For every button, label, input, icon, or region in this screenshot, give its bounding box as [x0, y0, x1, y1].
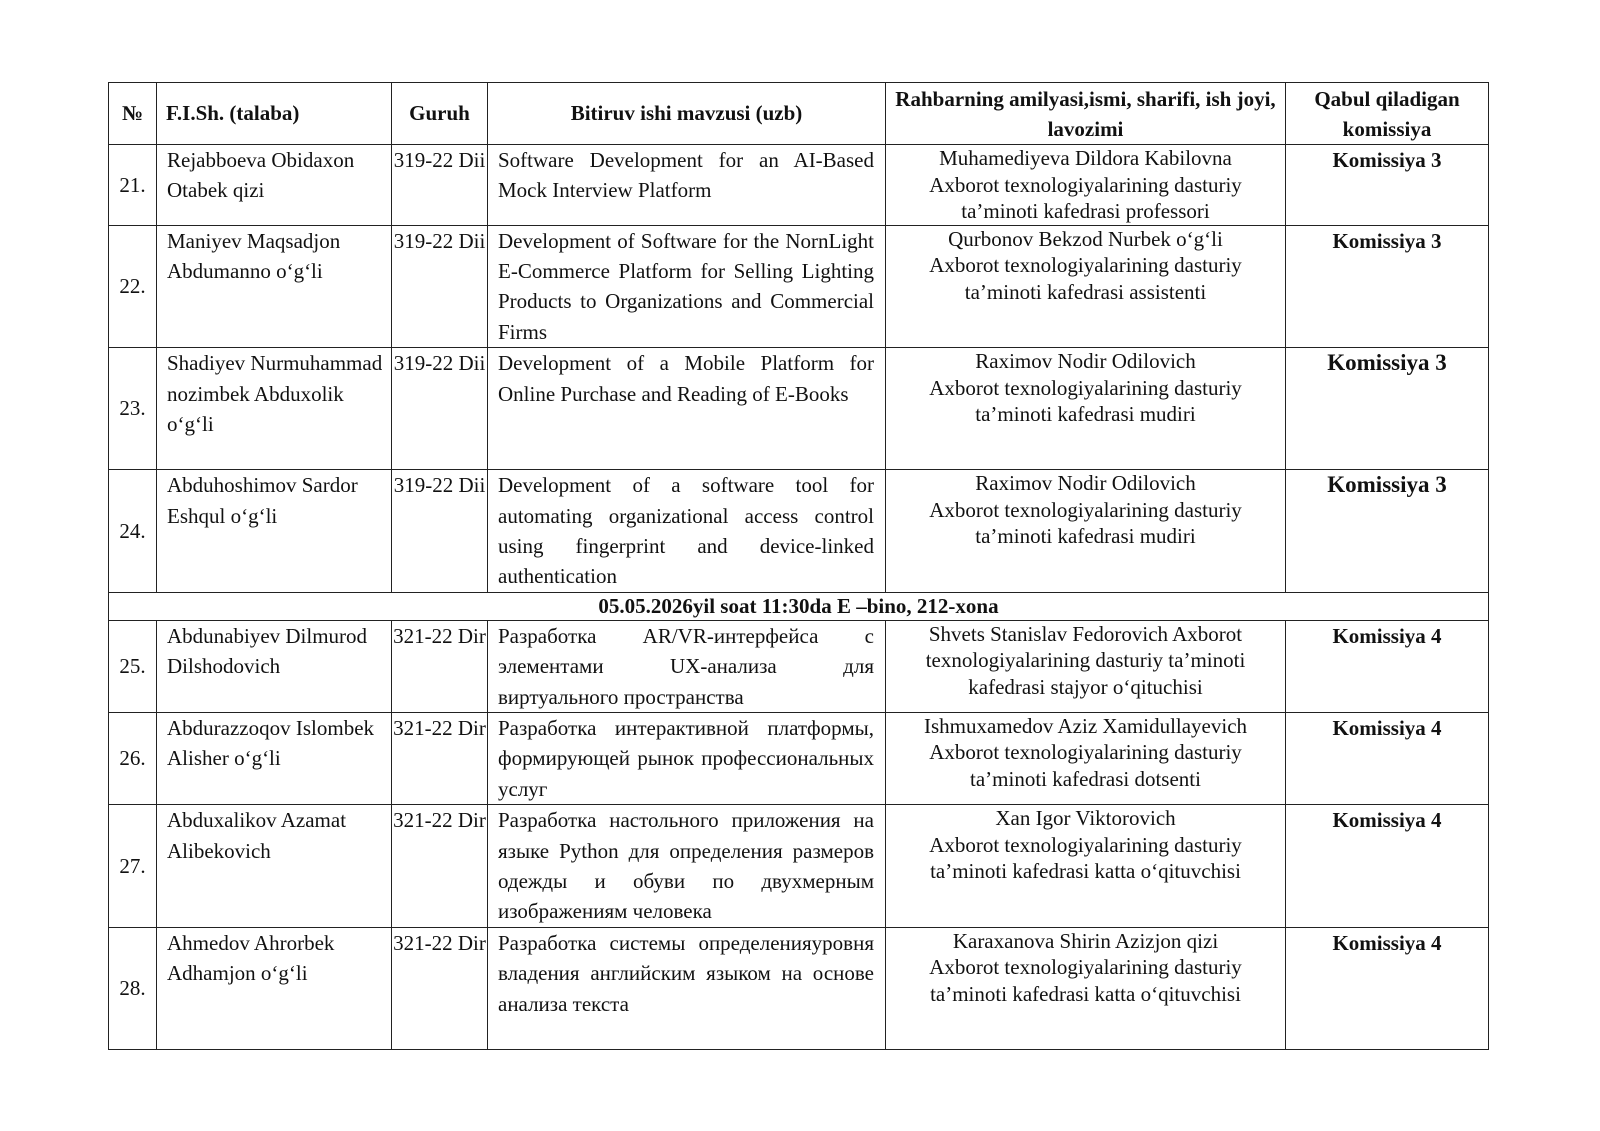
student-name: Abdurazzoqov Islombek Alisher o‘g‘li	[157, 712, 392, 804]
row-number: 25.	[109, 620, 157, 712]
commission: Komissiya 4	[1286, 927, 1489, 1049]
group-code: 319-22 Dii	[392, 348, 488, 470]
commission: Komissiya 3	[1286, 145, 1489, 226]
supervisor-cell	[886, 145, 1286, 226]
supervisor-position: Axborot texnologiyalarining dasturiy ta’minoti kafedrasi mudiri	[929, 497, 1242, 549]
thesis-topic: Software Development for an AI-Based Mock Interview Platform	[488, 145, 886, 226]
student-name: Ahmedov Ahrorbek Adhamjon o‘g‘li	[157, 927, 392, 1049]
table-row	[109, 225, 1489, 348]
supervisor-name: Raximov Nodir Odilovich	[975, 349, 1196, 374]
supervisor-name: Muhamediyeva Dildora Kabilovna	[939, 146, 1232, 170]
thesis-topic: Development of a Mobile Platform for Online Purchase and Reading of E-Books	[488, 348, 886, 470]
student-name: Rejabboeva Obidaxon Otabek qizi	[157, 145, 392, 226]
header-group: Guruh	[392, 83, 488, 145]
header-student-name: F.I.Sh. (talaba)	[157, 83, 392, 145]
commission: Komissiya 4	[1286, 712, 1489, 804]
table-row	[109, 805, 1489, 928]
student-name: Abdunabiyev Dilmurod Dilshodovich	[157, 620, 392, 712]
table-row	[109, 712, 1489, 804]
supervisor-name: Shvets Stanislav Fedorovich Axborot	[928, 621, 1243, 646]
group-code: 321-22 Dir	[392, 620, 488, 712]
supervisor-cell	[886, 225, 1286, 348]
student-name: Abduhoshimov Sardor Eshqul o‘g‘li	[157, 470, 392, 593]
row-number: 26.	[109, 712, 157, 804]
table-row	[109, 348, 1489, 470]
thesis-topic: Разработка AR/VR-интерфейса с элементами UX-анализа для виртуального пространства	[488, 620, 886, 712]
group-code: 321-22 Dir	[392, 712, 488, 804]
supervisor-cell	[886, 927, 1286, 1049]
row-number: 21.	[109, 145, 157, 226]
session-label: 05.05.2026yil soat 11:30da E –bino, 212-xona	[109, 592, 1489, 620]
group-code: 319-22 Dii	[392, 225, 488, 348]
commission: Komissiya 4	[1286, 805, 1489, 928]
supervisor-position: Axborot texnologiyalarining dasturiy ta’minoti kafedrasi katta o‘qituvchisi	[929, 832, 1242, 884]
supervisor-position: Axborot texnologiyalarining dasturiy ta’minoti kafedrasi katta o‘qituvchisi	[929, 955, 1242, 1006]
thesis-topic: Development of Software for the NornLight E-Commerce Platform for Selling Lighting Products to Organizations and Commercial Firms	[488, 225, 886, 348]
table-row	[109, 927, 1489, 1049]
supervisor-cell	[886, 805, 1286, 928]
thesis-schedule-table	[108, 82, 1489, 1050]
supervisor-position: texnologiyalarining dasturiy ta’minoti kafedrasi stajyor o‘qituchisi	[925, 648, 1246, 699]
supervisor-name: Ishmuxamedov Aziz Xamidullayevich	[923, 713, 1248, 738]
supervisor-position: Axborot texnologiyalarining dasturiy ta’minoti kafedrasi mudiri	[929, 375, 1242, 427]
row-number: 22.	[109, 225, 157, 348]
group-code: 321-22 Dir	[392, 927, 488, 1049]
row-number: 28.	[109, 927, 157, 1049]
header-supervisor: Rahbarning amilyasi,ismi, sharifi, ish joyi, lavozimi	[886, 83, 1286, 145]
header-number: №	[109, 83, 157, 145]
commission: Komissiya 3	[1286, 470, 1489, 593]
student-name: Abduxalikov Azamat Alibekovich	[157, 805, 392, 928]
table-row	[109, 145, 1489, 226]
supervisor-cell	[886, 620, 1286, 712]
commission: Komissiya 3	[1286, 225, 1489, 348]
group-code: 319-22 Dii	[392, 145, 488, 226]
supervisor-name: Qurbonov Bekzod Nurbek o‘g‘li	[948, 226, 1223, 251]
row-number: 24.	[109, 470, 157, 593]
group-code: 321-22 Dir	[392, 805, 488, 928]
header-row	[109, 83, 1489, 145]
supervisor-cell	[886, 470, 1286, 593]
header-commission: Qabul qiladigan komissiya	[1286, 83, 1489, 145]
thesis-topic: Разработка системы определенияуровня владения английским языком на основе анализа текста	[488, 927, 886, 1049]
commission: Komissiya 3	[1286, 348, 1489, 470]
supervisor-cell	[886, 712, 1286, 804]
supervisor-position: Axborot texnologiyalarining dasturiy ta’minoti kafedrasi dotsenti	[929, 740, 1242, 791]
commission: Komissiya 4	[1286, 620, 1489, 712]
row-number: 27.	[109, 805, 157, 928]
group-code: 319-22 Dii	[392, 470, 488, 593]
table-row	[109, 620, 1489, 712]
header-topic: Bitiruv ishi mavzusi (uzb)	[488, 83, 886, 145]
table-row	[109, 470, 1489, 593]
supervisor-position: Axborot texnologiyalarining dasturiy ta’minoti kafedrasi professori	[929, 172, 1242, 223]
supervisor-name: Karaxanova Shirin Azizjon qizi	[952, 928, 1219, 953]
row-number: 23.	[109, 348, 157, 470]
student-name: Maniyev Maqsadjon Abdumanno o‘g‘li	[157, 225, 392, 348]
supervisor-position: Axborot texnologiyalarining dasturiy ta’minoti kafedrasi assistenti	[929, 253, 1242, 304]
student-name: Shadiyev Nurmuhammad nozimbek Abduxolik o‘g‘li	[157, 348, 392, 470]
supervisor-name: Xan Igor Viktorovich	[995, 806, 1176, 831]
thesis-topic: Development of a software tool for automating organizational access control using fingerprint and device-linked authentication	[488, 470, 886, 593]
supervisor-name: Raximov Nodir Odilovich	[975, 471, 1196, 496]
session-row	[109, 592, 1489, 620]
supervisor-cell	[886, 348, 1286, 470]
thesis-topic: Разработка интерактивной платформы, формирующей рынок профессиональных услуг	[488, 712, 886, 804]
thesis-topic: Разработка настольного приложения на языке Python для определения размеров одежды и обуви по двухмерным изображениям человека	[488, 805, 886, 928]
